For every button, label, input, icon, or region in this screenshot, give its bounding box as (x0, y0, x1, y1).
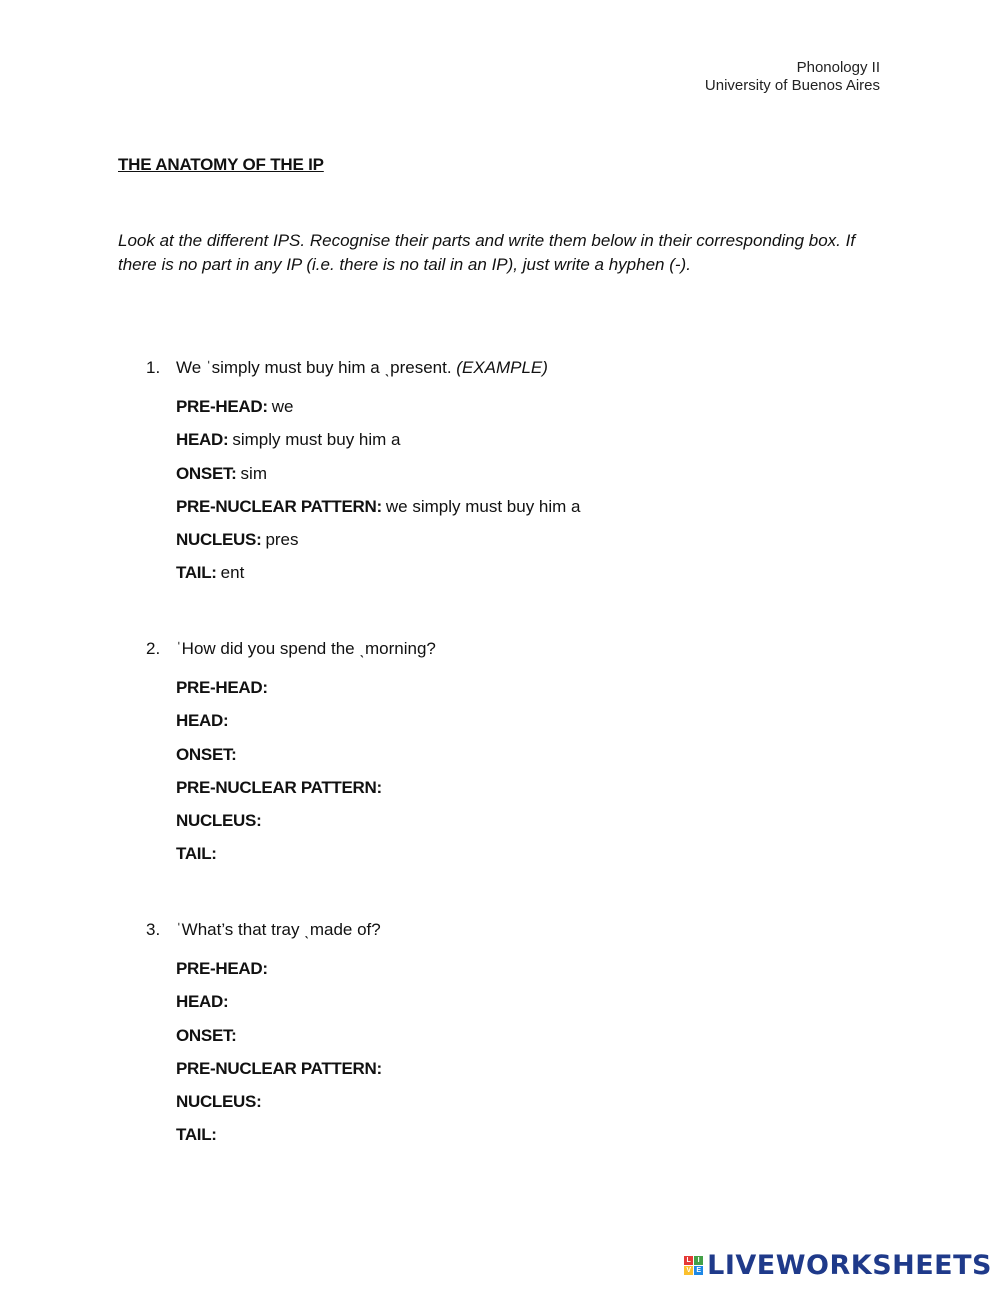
logo-letter: E (694, 1266, 703, 1275)
course-name: Phonology II (796, 59, 880, 76)
field-value: we (271, 397, 294, 416)
field-head[interactable] (176, 709, 906, 742)
field-label: PRE-NUCLEAR PATTERN: (176, 1058, 382, 1078)
field-nucleus[interactable] (176, 809, 906, 842)
field-label: PRE-HEAD: (176, 678, 268, 697)
exercise-sentence (146, 918, 906, 942)
field-onset[interactable] (176, 743, 906, 776)
field-head[interactable] (176, 990, 906, 1023)
field-label: NUCLEUS: (176, 811, 262, 831)
field-label: ONSET: (176, 744, 237, 764)
field-label: TAIL: (176, 844, 217, 864)
field-value: ent (220, 563, 245, 583)
logo-letter: V (684, 1266, 693, 1275)
exercise-3 (146, 918, 906, 1157)
field-label: NUCLEUS: (176, 1092, 262, 1112)
exercise-1 (146, 356, 906, 595)
document-header (705, 59, 880, 95)
field-head (176, 428, 906, 461)
ip-parts-list (176, 676, 906, 876)
field-tail (176, 561, 906, 594)
sentence-text: We ˈsimply must buy him a ˎpresent. (176, 358, 452, 377)
ip-parts-list (176, 395, 906, 595)
field-label: HEAD: (176, 430, 229, 450)
field-pre-head (176, 395, 906, 428)
example-note: (EXAMPLE) (456, 358, 548, 377)
field-label: ONSET: (176, 463, 237, 483)
field-onset[interactable] (176, 1024, 906, 1057)
field-value: sim (240, 463, 267, 483)
field-value: pres (265, 530, 299, 550)
exercise-2 (146, 637, 906, 876)
logo-icon (684, 1256, 703, 1275)
field-label: PRE-HEAD: (176, 959, 268, 978)
exercise-sentence (146, 637, 906, 661)
field-pre-head[interactable] (176, 676, 906, 709)
field-pre-head[interactable] (176, 957, 906, 990)
field-label: ONSET: (176, 1025, 237, 1045)
field-onset (176, 462, 906, 495)
field-label: PRE-HEAD: (176, 397, 268, 416)
field-label: PRE-NUCLEAR PATTERN: (176, 496, 382, 516)
institution-name: University of Buenos Aires (704, 77, 880, 94)
logo-letter: I (694, 1256, 703, 1265)
ip-parts-list (176, 957, 906, 1157)
field-label: NUCLEUS: (176, 530, 262, 550)
field-pre-nuclear-pattern (176, 495, 906, 528)
field-label: TAIL: (176, 1125, 217, 1145)
field-nucleus (176, 528, 906, 561)
field-tail[interactable] (176, 1123, 906, 1156)
logo-letter: L (684, 1256, 693, 1265)
sentence-text: ˈHow did you spend the ˎmorning? (176, 639, 436, 658)
field-label: TAIL: (176, 563, 217, 583)
field-value: we simply must buy him a (385, 496, 581, 516)
exercise-number: 1. (146, 358, 161, 377)
sentence-text: ˈWhat’s that tray ˎmade of? (176, 920, 381, 939)
field-tail[interactable] (176, 842, 906, 875)
field-pre-nuclear-pattern[interactable] (176, 1057, 906, 1090)
liveworksheets-logo (684, 1250, 992, 1281)
field-label: HEAD: (176, 992, 229, 1012)
instructions-text: Look at the different IPS. Recognise their parts and write them below in their corresponding box. If there is no part in any IP (i.e. there is no tail in an IP), just write a hyphen (-). (118, 231, 856, 274)
exercise-number: 2. (146, 639, 161, 658)
exercise-sentence (146, 356, 906, 380)
field-value: simply must buy him a (232, 430, 401, 450)
field-nucleus[interactable] (176, 1090, 906, 1123)
logo-text: LIVEWORKSHEETS (707, 1250, 992, 1281)
page-title: THE ANATOMY OF THE IP (118, 155, 324, 174)
field-pre-nuclear-pattern[interactable] (176, 776, 906, 809)
field-label: PRE-NUCLEAR PATTERN: (176, 777, 382, 797)
exercise-number: 3. (146, 920, 161, 939)
field-label: HEAD: (176, 711, 229, 731)
